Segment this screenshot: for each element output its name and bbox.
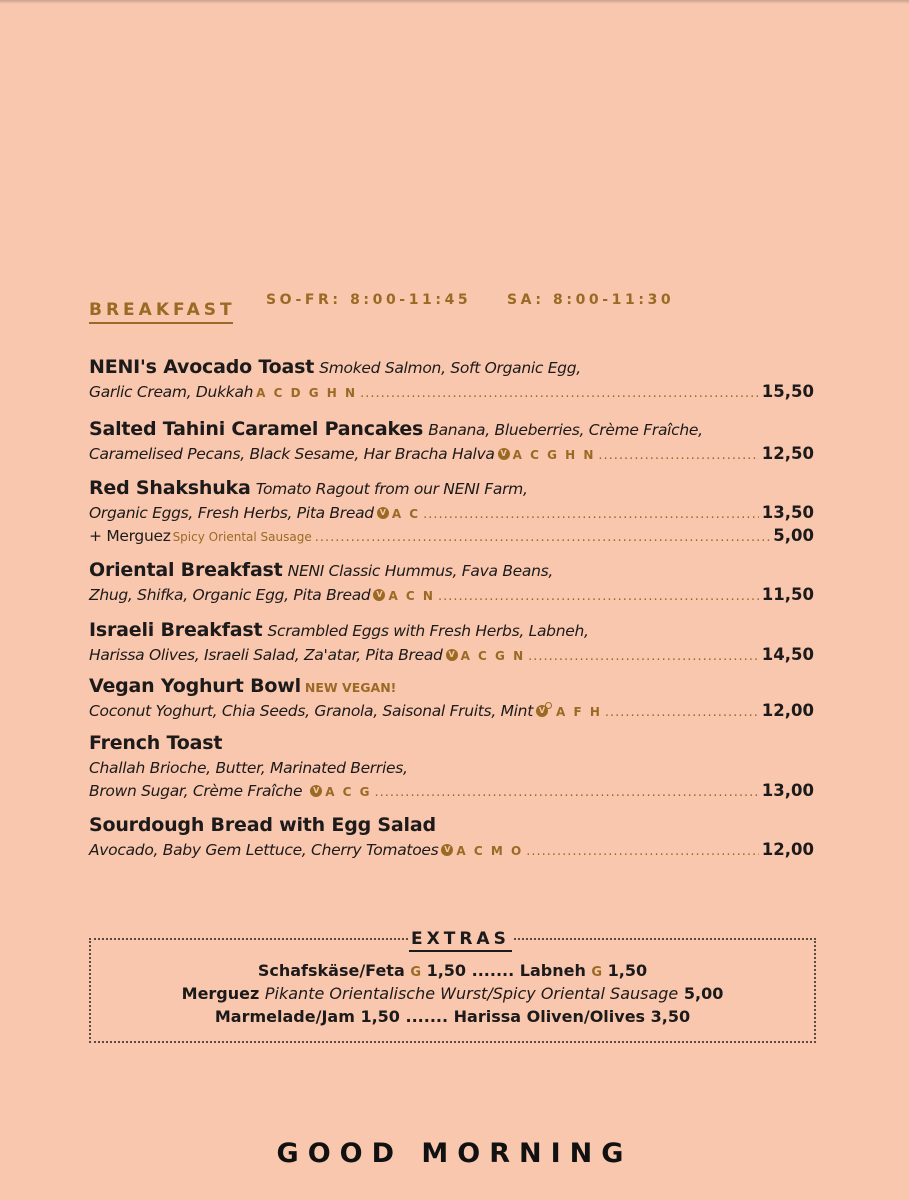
extra-labneh: Labneh — [519, 961, 586, 980]
dot-leader — [375, 781, 759, 804]
extra-price: 1,50 — [426, 961, 467, 980]
item-name: NENI's Avocado Toast — [89, 356, 315, 378]
item-price: 14,50 — [761, 645, 814, 664]
item-description: Banana, Blueberries, Crème Fraîche, — [428, 421, 703, 439]
vegetarian-icon: V — [373, 589, 385, 601]
allergen-codes: A C — [391, 507, 421, 521]
addon-description: Spicy Oriental Sausage — [172, 530, 312, 544]
top-edge-shadow — [0, 0, 909, 4]
menu-item — [89, 812, 814, 861]
menu-item — [89, 673, 814, 722]
extra-feta: Schafskäse/Feta — [257, 961, 405, 980]
item-description: Coconut Yoghurt, Chia Seeds, Granola, Saisonal Fruits, Mint — [89, 702, 533, 720]
extras-box — [89, 929, 816, 1043]
extra-price: 5,00 — [683, 984, 724, 1003]
extras-line-3 — [91, 1007, 814, 1026]
menu-item — [89, 354, 814, 403]
item-description: Harissa Olives, Israeli Salad, Za'atar, Pita Bread — [89, 646, 443, 664]
addon-line — [89, 524, 814, 547]
vegetarian-icon: V — [441, 844, 453, 856]
item-name: French Toast — [89, 732, 223, 754]
vegetarian-icon: V — [446, 649, 458, 661]
item-price: 13,50 — [761, 503, 814, 522]
item-name: Israeli Breakfast — [89, 619, 263, 641]
vegetarian-icon: V — [498, 448, 510, 460]
dot-leader — [605, 701, 759, 724]
item-name: Oriental Breakfast — [89, 559, 283, 581]
menu-item — [89, 416, 814, 465]
allergen-codes: A C G H N — [512, 448, 596, 462]
allergen-codes: A C N — [388, 589, 435, 603]
menu-item — [89, 730, 814, 802]
addon-name: + Merguez — [89, 527, 171, 545]
extra-description: Pikante Orientalische Wurst/Spicy Oriental Sausage — [264, 984, 679, 1003]
allergen-codes: G — [591, 965, 603, 980]
item-description: Zhug, Shifka, Organic Egg, Pita Bread — [89, 586, 371, 604]
extras-line-2 — [91, 984, 814, 1003]
dot-leader — [360, 382, 759, 405]
menu-item — [89, 475, 814, 547]
allergen-codes: A C M O — [456, 844, 524, 858]
allergen-codes: G — [410, 965, 421, 980]
item-name: Sourdough Bread with Egg Salad — [89, 814, 436, 836]
hours-saturday: SA: 8:00-11:30 — [507, 292, 675, 308]
extra-merguez: Merguez — [181, 984, 260, 1003]
item-price: 12,00 — [761, 701, 814, 720]
dot-leader — [528, 645, 759, 668]
dot-leader — [423, 503, 759, 526]
item-description: Scrambled Eggs with Fresh Herbs, Labneh, — [267, 622, 589, 640]
item-description: Organic Eggs, Fresh Herbs, Pita Bread — [89, 504, 374, 522]
dot-leader — [438, 585, 759, 608]
item-price: 12,50 — [761, 444, 814, 463]
item-description: Challah Brioche, Butter, Marinated Berries, — [89, 759, 408, 777]
allergen-codes: A C G N — [460, 649, 526, 663]
item-description: Smoked Salmon, Soft Organic Egg, — [319, 359, 581, 377]
item-price: 12,00 — [761, 840, 814, 859]
item-description: Brown Sugar, Crème Fraîche — [89, 782, 303, 800]
item-description: NENI Classic Hummus, Fava Beans, — [287, 562, 554, 580]
menu-item — [89, 557, 814, 606]
vegetarian-icon: V — [377, 507, 389, 519]
item-price: 11,50 — [761, 585, 814, 604]
dot-leader — [315, 526, 771, 549]
extra-olives: Harissa Oliven/Olives — [453, 1007, 646, 1026]
separator: ....... — [405, 1007, 449, 1026]
item-description: Avocado, Baby Gem Lettuce, Cherry Tomatoes — [89, 841, 439, 859]
vegetarian-icon: V — [310, 785, 322, 797]
item-description: Caramelised Pecans, Black Sesame, Har Bracha Halva — [89, 445, 495, 463]
extras-line-1 — [91, 961, 814, 980]
item-price: 15,50 — [761, 382, 814, 401]
item-name: Vegan Yoghurt Bowl — [89, 675, 301, 697]
footer-slogan: GOOD MORNING — [276, 1138, 633, 1169]
extras-title: EXTRAS — [409, 928, 512, 952]
vegan-icon: V — [536, 705, 548, 717]
hours-weekday: SO-FR: 8:00-11:45 — [266, 292, 472, 308]
section-title: BREAKFAST — [89, 300, 233, 324]
menu-item — [89, 617, 814, 666]
item-price: 13,00 — [761, 781, 814, 800]
item-description: Garlic Cream, Dukkah — [89, 383, 254, 401]
extra-price: 3,50 — [650, 1007, 691, 1026]
dot-leader — [598, 444, 758, 467]
allergen-codes: A C G — [325, 785, 372, 799]
allergen-codes: A F H — [555, 705, 602, 719]
separator: ....... — [471, 961, 515, 980]
extra-price: 1,50 — [607, 961, 648, 980]
item-description: Tomato Ragout from our NENI Farm, — [255, 480, 528, 498]
addon-price: 5,00 — [773, 526, 814, 545]
item-name: Salted Tahini Caramel Pancakes — [89, 418, 424, 440]
extra-jam: Marmelade/Jam — [214, 1007, 355, 1026]
dot-leader — [526, 840, 759, 863]
section-header — [89, 290, 819, 330]
item-name: Red Shakshuka — [89, 477, 251, 499]
extra-price: 1,50 — [360, 1007, 400, 1026]
new-vegan-tag: NEW VEGAN! — [304, 680, 397, 695]
allergen-codes: A C D G H N — [256, 386, 358, 400]
